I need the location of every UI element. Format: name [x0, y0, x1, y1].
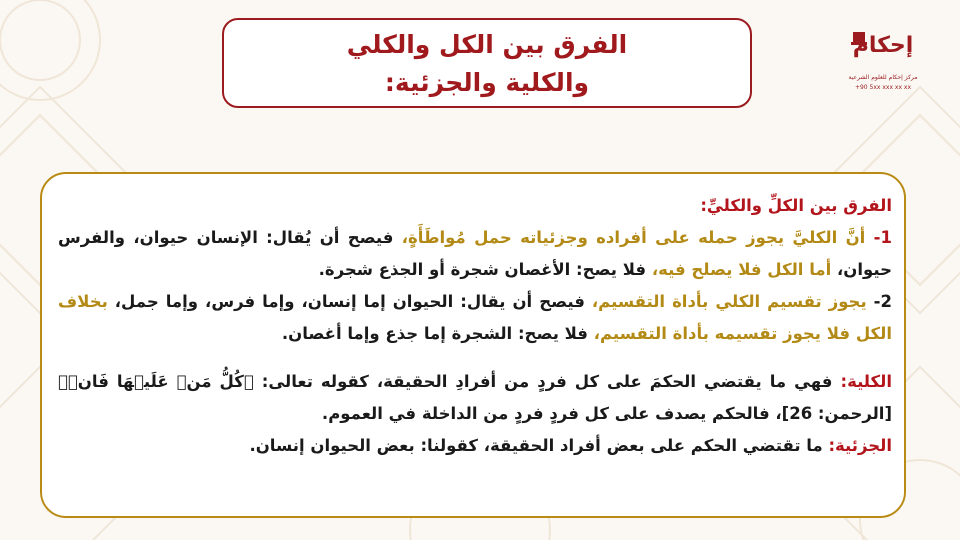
- point-1-part-2: فيصح أن يُقال: الإنسان حيوان، والفرس حيوان،: [58, 228, 892, 279]
- point-2: [58, 286, 892, 350]
- page-title-line-1: الفرق بين الكل والكلي: [346, 30, 628, 59]
- point-1-part-4: فلا يصح: الأغصان شجرة أو الجذع شجرة.: [318, 260, 652, 279]
- kulliya-definition: [58, 366, 892, 430]
- juziyya-definition: [58, 430, 892, 462]
- point-1: [58, 222, 892, 286]
- heading-text: الفرق بين الكلِّ والكليِّ:: [700, 196, 892, 215]
- point-2-part-3: بخلاف الكل فلا يجوز تقسيمه بأداة التقسيم،: [58, 292, 892, 343]
- logo-name: إحكام: [852, 33, 914, 58]
- point-1-part-3: أما الكل فلا يصلح فيه،: [651, 260, 832, 279]
- spacer: [58, 350, 892, 366]
- point-1-part-1: أنَّ الكليَّ يجوز حمله على أفراده وجزئياته حمل مُواطَأَةٍ،: [401, 228, 866, 247]
- point-2-number: 2-: [873, 292, 892, 311]
- juziyya-label: الجزئية:: [828, 436, 892, 455]
- logo-number: +90 5xx xxx xx xx: [854, 84, 912, 91]
- page-title-line-2: والكلية والجزئية:: [384, 68, 590, 97]
- point-1-number: 1-: [873, 228, 892, 247]
- title-box: [222, 18, 752, 108]
- point-2-part-1: يجوز تقسيم الكلي بأداة التقسيم،: [591, 292, 874, 311]
- kulliya-label: الكلية:: [840, 372, 892, 391]
- logo-subtitle: مركز إحكام للعلوم الشرعية: [848, 74, 918, 81]
- point-2-part-2: فيصح أن يقال: الحيوان إما إنسان، وإما فرس، وإما جمل،: [107, 292, 592, 311]
- content-body: [58, 190, 892, 462]
- kulliya-text: فهي ما يقتضي الحكمَ على كل فردٍ من أفرادِ الحقيقة، كقوله تعالى: ﴿كُلُّ مَنۡ عَلَيۡهَا فَانࣲ﴾ [الرحمن: 26]، فالحكم يصدف على كل فردٍ فردٍ من الداخلة في العموم.: [58, 372, 892, 423]
- juziyya-text: ما تقتضي الحكم على بعض أفراد الحقيقة، كقولنا: بعض الحيوان إنسان.: [249, 436, 829, 455]
- section-heading: [58, 190, 892, 222]
- point-2-part-4: فلا يصح: الشجرة إما جذع وإما أغصان.: [281, 324, 594, 343]
